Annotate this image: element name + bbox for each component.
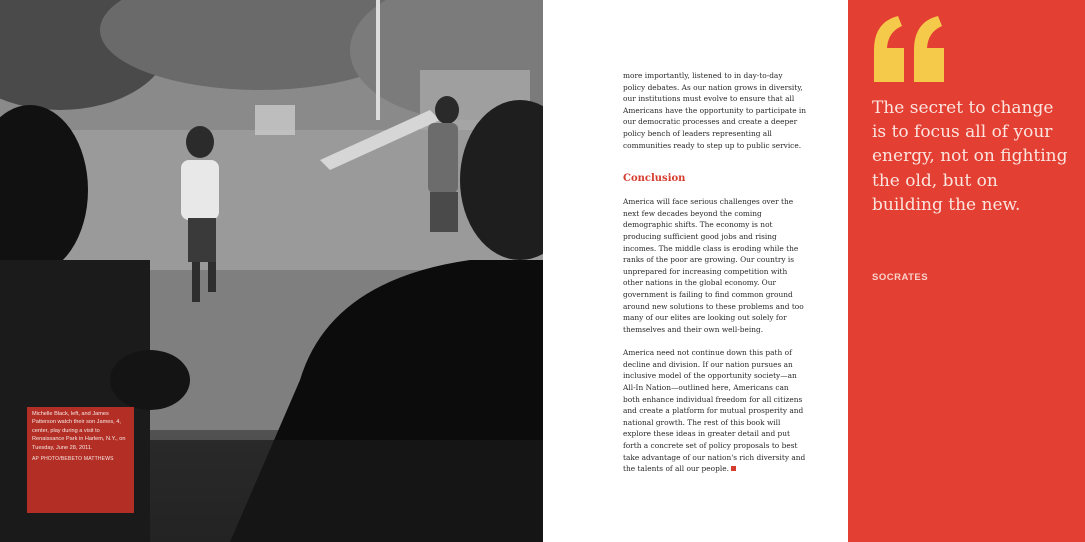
quote-text: The secret to change is to focus all of your energy, not on fighting the old, but on building the new. bbox=[872, 98, 1068, 215]
quote-author: SOCRATES bbox=[872, 272, 929, 283]
conclusion-paragraph-1: America will face serious challenges over the next few decades beyond the coming demographic shifts. The economy is not producing sufficient good jobs and rising incomes. The middle class is eroding while the ranks of the poor are growing. Our country is unprepared for increasing competition with other nations in the global economy. Our government is failing to find common ground around new solutions to these problems and too many of our elites are looking out solely for themselves and their own well-being. bbox=[623, 197, 804, 334]
quotation-mark-icon bbox=[872, 14, 948, 84]
photo-caption: Michelle Black, left, and James Patterson watch their son James, 4, center, play during a visit to Renaissance Park in Harlem, N.Y., on Tuesday, June 28, 2011. bbox=[32, 411, 126, 451]
conclusion-heading: Conclusion bbox=[623, 173, 686, 185]
end-mark-icon bbox=[731, 466, 736, 471]
conclusion-paragraph-2-text: America need not continue down this path of decline and division. If our nation pursues an inclusive model of the opportunity society—an All-In Nation—outlined here, Americans can both enhance individual freedom for all citizens and create a platform for mutual prosperity and national growth. The rest of this book will explore these ideas in greater detail and put forth a concrete set of policy proposals to best take advantage of our nation's rich diversity and the talents of all our people. bbox=[623, 348, 806, 474]
photo-credit: AP PHOTO/BEBETO MATTHEWS bbox=[32, 456, 114, 463]
photo-caption-box bbox=[27, 407, 134, 513]
conclusion-paragraph-2 bbox=[623, 347, 807, 475]
article-column bbox=[623, 70, 807, 487]
intro-paragraph: more importantly, listened to in day-to-day policy debates. As our nation grows in diversity, our institutions must evolve to ensure that all Americans have the opportunity to participate in our democratic processes and create a deeper policy bench of leaders representing all communities ready to step up to public service. bbox=[623, 71, 807, 150]
